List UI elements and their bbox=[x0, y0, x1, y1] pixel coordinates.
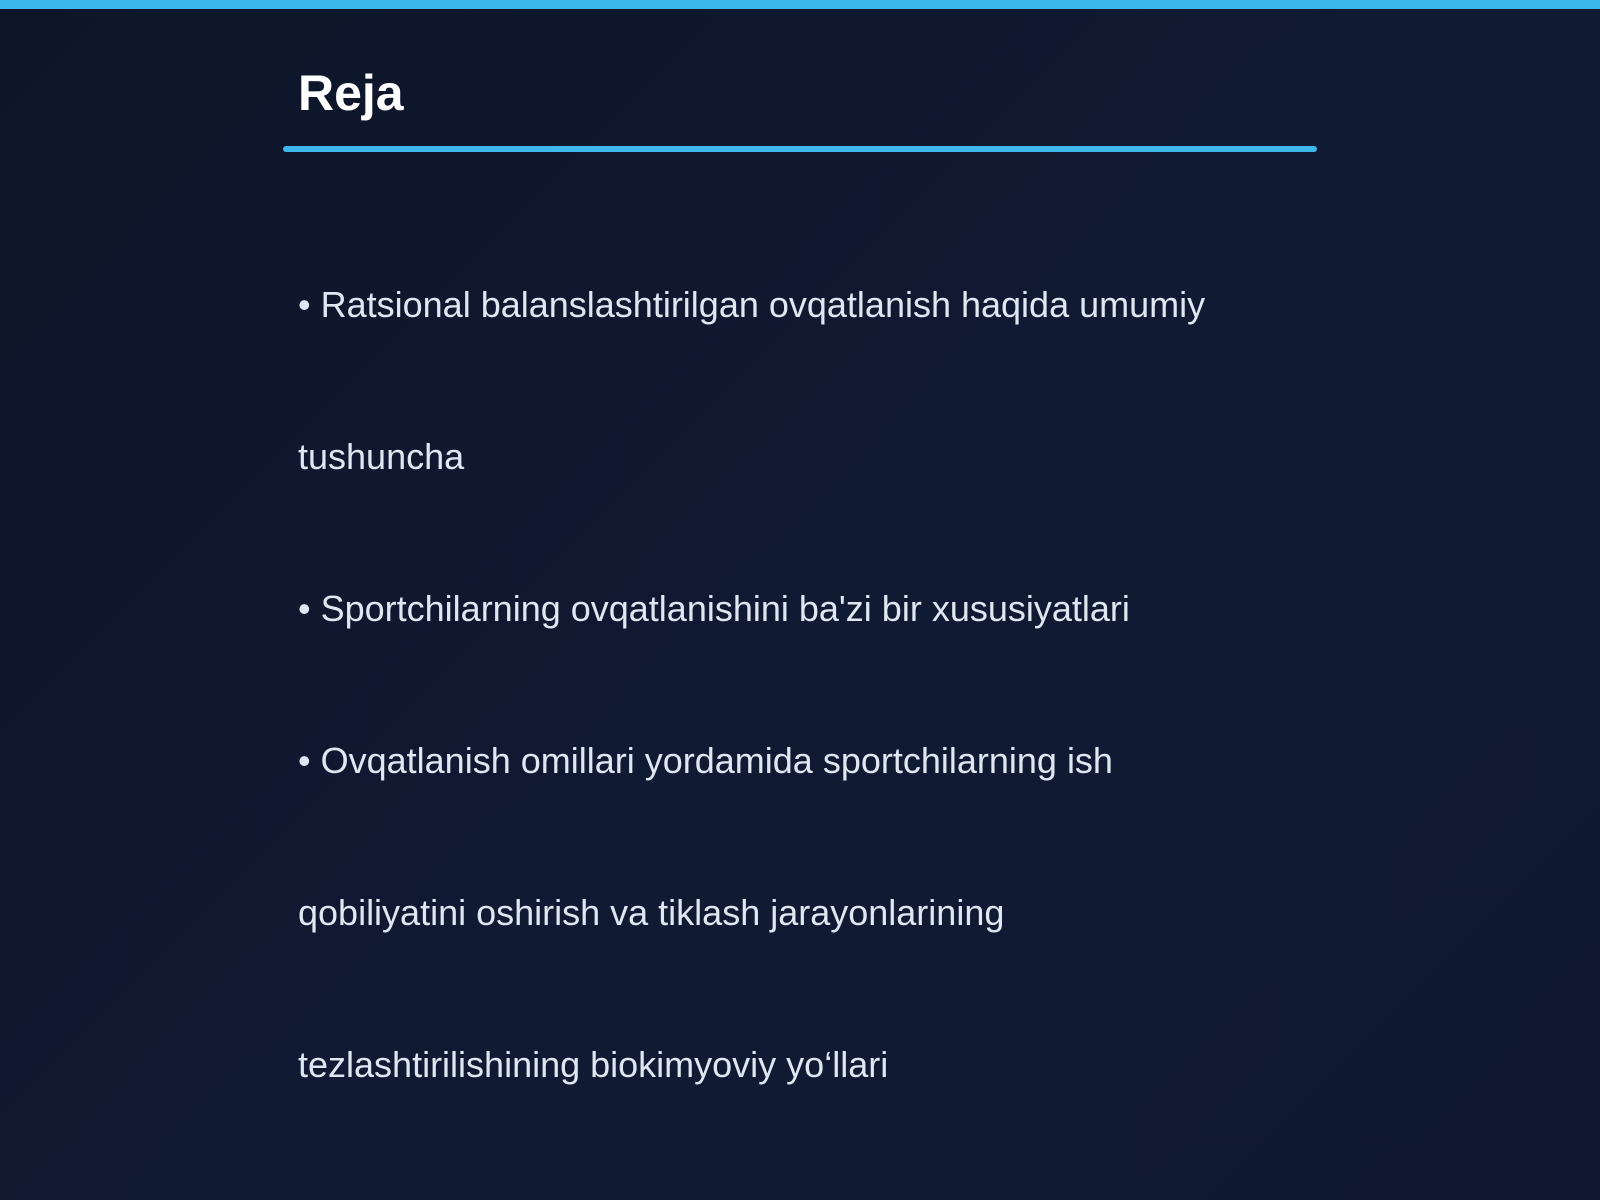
slide-title: Reja bbox=[298, 65, 404, 121]
content-line: • Ovqatlanish omillari yordamida sportchilarning ish bbox=[298, 740, 1113, 781]
title-underline bbox=[283, 146, 1317, 152]
content-line: tezlashtirilishining biokimyoviy yo‘llari bbox=[298, 1044, 889, 1085]
content-line: • Sportchilarning ovqatlanishini ba'zi bir xususiyatlari bbox=[298, 588, 1130, 629]
content-line: tushuncha bbox=[298, 436, 465, 477]
slide-content bbox=[298, 280, 1318, 1192]
top-accent-bar bbox=[0, 0, 1600, 9]
content-line: • Ratsional balanslashtirilgan ovqatlanish haqida umumiy bbox=[298, 284, 1206, 325]
content-line: qobiliyatini oshirish va tiklash jarayonlarining bbox=[298, 892, 1005, 933]
